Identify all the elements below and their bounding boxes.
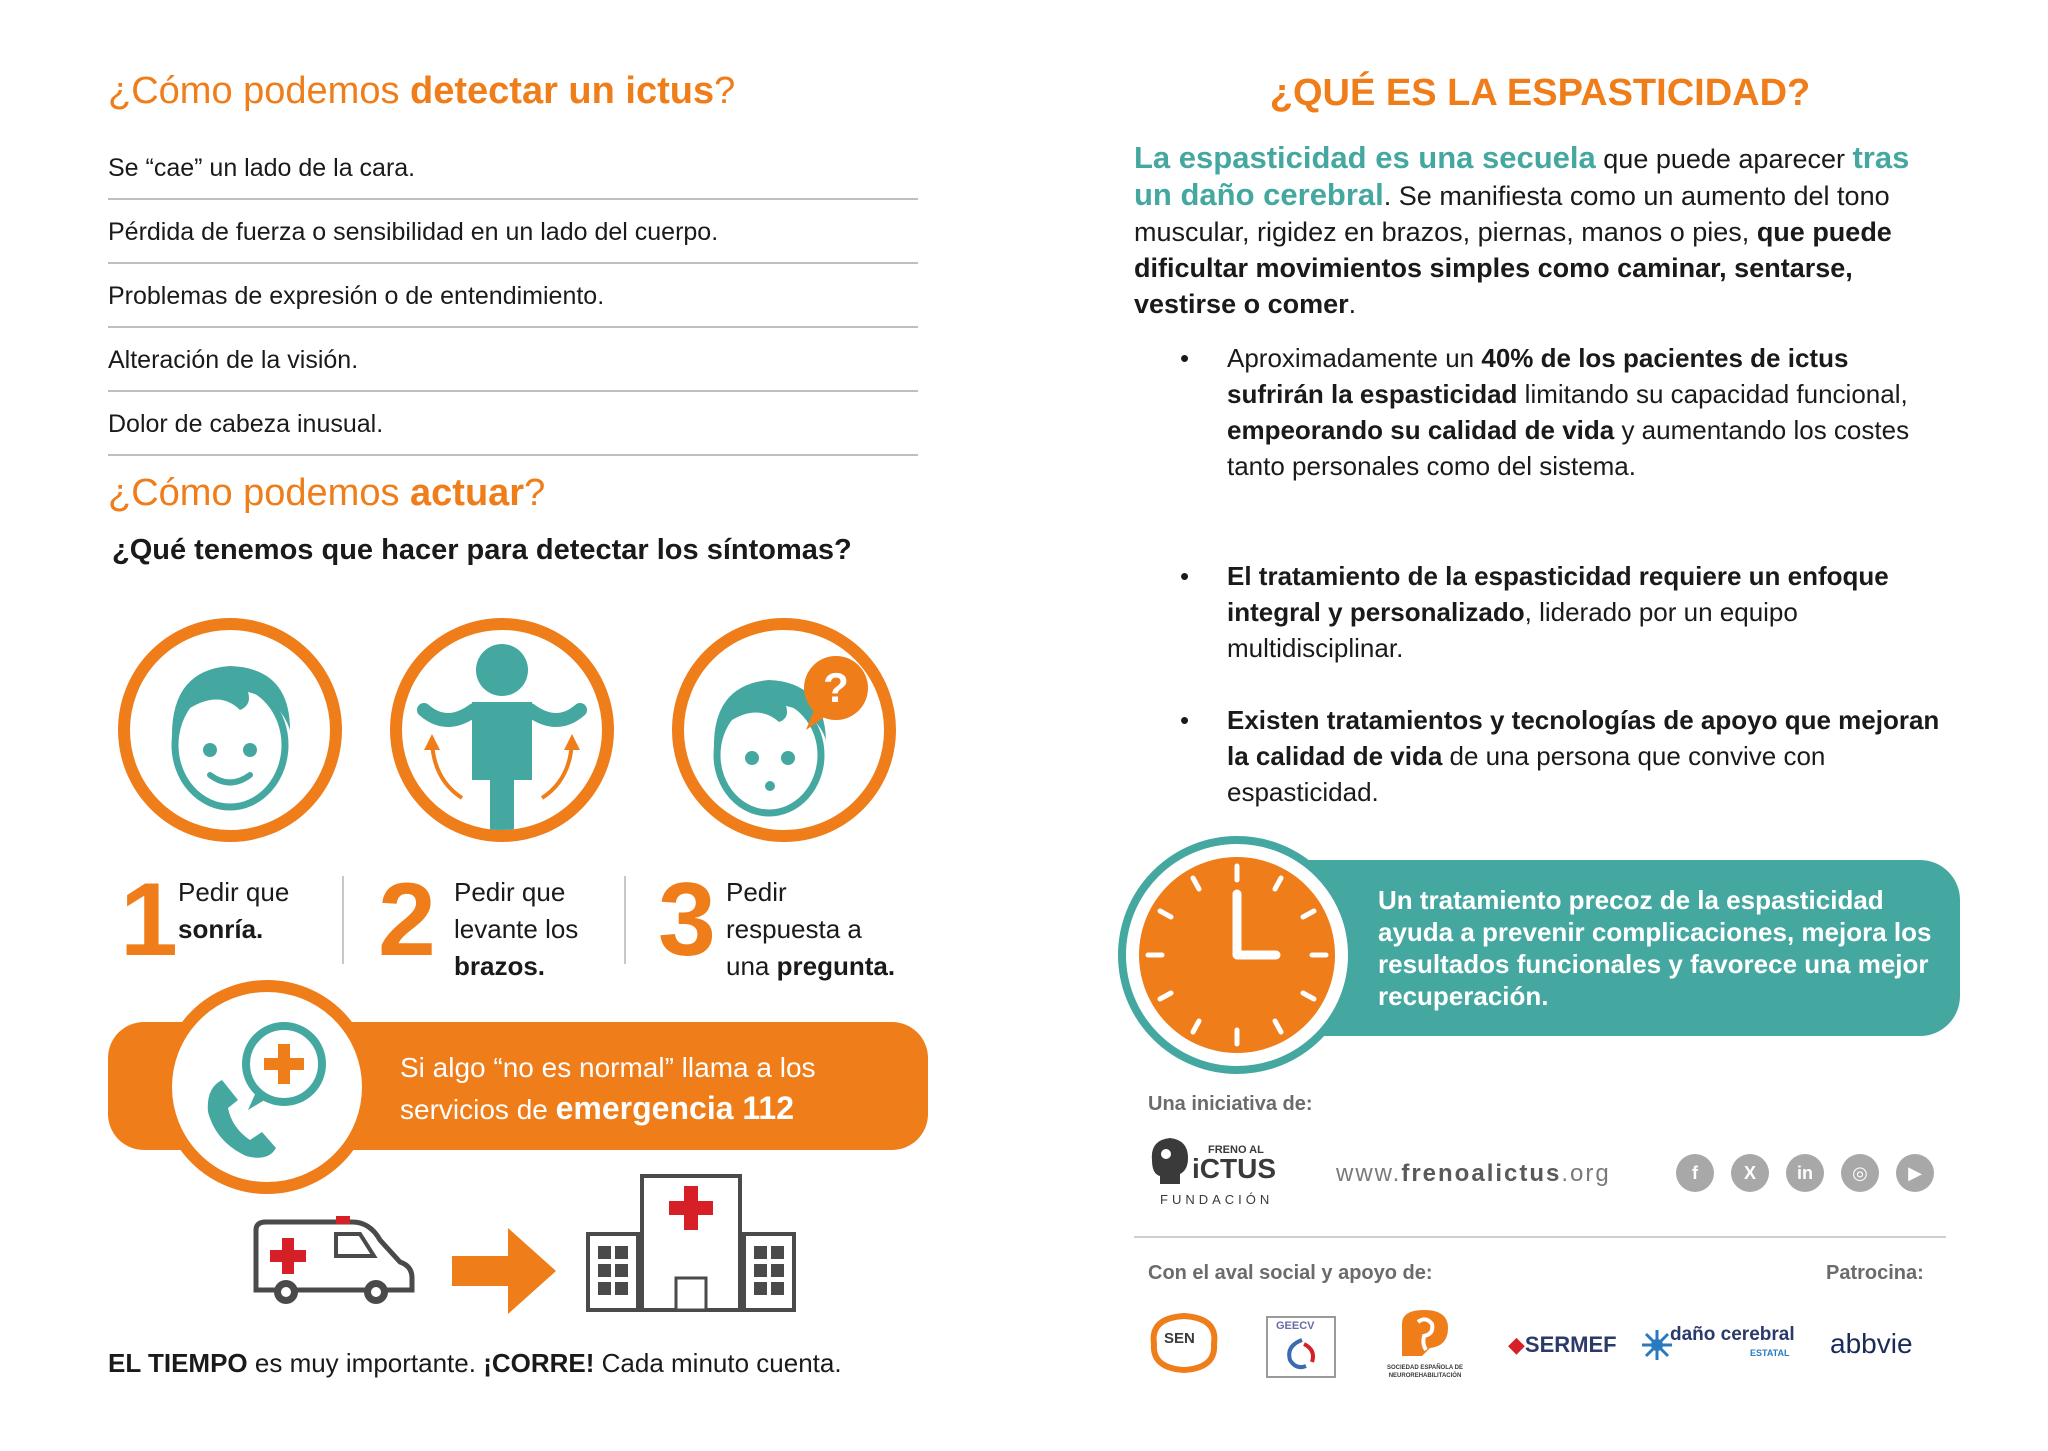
detect-title: ¿Cómo podemos detectar un ictus? <box>108 70 736 112</box>
linkedin-icon[interactable]: in <box>1786 1154 1824 1192</box>
instagram-icon[interactable]: ◎ <box>1841 1154 1879 1192</box>
detect-question: ¿Qué tenemos que hacer para detectar los síntomas? <box>112 534 852 566</box>
support-label: Con el aval social y apoyo de: <box>1148 1262 1433 1284</box>
sen-logo: SEN <box>1144 1308 1224 1378</box>
bullet-item: • Existen tratamientos y tecnologías de apoyo que mejoran la calidad de vida de una persona que convive con espasticidad. <box>1180 705 1940 807</box>
sermef-logo: ◆SERMEF <box>1508 1332 1617 1357</box>
act-title: ¿Cómo podemos actuar? <box>108 472 546 514</box>
step-3-text: Pedir respuesta a una pregunta. <box>726 877 896 981</box>
step-1-text: Pedir que sonría. <box>178 877 290 944</box>
symptom-item: Alteración de la visión. <box>108 328 918 392</box>
geecv-logo: GEECV <box>1266 1316 1336 1378</box>
spasticity-intro: La espasticidad es una secuela que puede aparecer tras un daño cerebral. Se manifiesta como un aumento del tono muscular, rigidez en brazos, piernas, manos o pies, que puede dificultar movimientos simples como caminar, sentarse, vestirse o comer. <box>1134 140 1910 319</box>
question-face-icon <box>672 618 896 842</box>
step-3-number: 3 <box>658 862 716 978</box>
raise-arms-icon <box>390 618 614 842</box>
early-treatment-text: Un tratamiento precoz de la espasticidad ayuda a prevenir complicaciones, mejora los resultados funcionales y favorece una mejor recuperación. <box>1378 885 1932 1011</box>
facebook-icon[interactable]: f <box>1676 1154 1714 1192</box>
x-twitter-icon[interactable]: X <box>1731 1154 1769 1192</box>
freno-al-ictus-logo: FRENO AL iCTUS FUNDACIÓN <box>1146 1130 1286 1210</box>
divider <box>1134 1236 1946 1238</box>
emergency-text: Si algo “no es normal” llama a los servicios de emergencia 112 <box>400 1052 816 1126</box>
time-footer: EL TIEMPO es muy importante. ¡CORRE! Cada minuto cuenta. <box>108 1348 842 1378</box>
sponsor-label: Patrocina: <box>1826 1262 1924 1284</box>
dano-cerebral-logo: daño cerebral ESTATAL <box>1640 1322 1790 1372</box>
spasticity-title: ¿QUÉ ES LA ESPASTICIDAD? <box>1269 72 1811 114</box>
phone-call-icon <box>160 980 374 1194</box>
clock-icon <box>1118 836 1356 1074</box>
step-1-number: 1 <box>120 862 178 978</box>
hospital-icon <box>586 1172 796 1317</box>
symptom-item: Pérdida de fuerza o sensibilidad en un lado del cuerpo. <box>108 200 918 264</box>
step-2-number: 2 <box>378 862 436 978</box>
abbvie-logo: abbvie <box>1830 1328 1913 1359</box>
svg-text:?: ? <box>823 664 849 711</box>
bullet-item: • Aproximadamente un 40% de los pacientes de ictus sufrirán la espasticidad limitando su capacidad funcional, empeorando su calidad de vida y aumentando los costes tanto personales como del sistema. <box>1180 343 1910 481</box>
neurorehab-logo: SOCIEDAD ESPAÑOLA DE NEUROREHABILITACIÓN <box>1384 1306 1466 1390</box>
symptom-item: Dolor de cabeza inusual. <box>108 392 918 456</box>
symptom-item: Se “cae” un lado de la cara. <box>108 136 918 200</box>
youtube-icon[interactable]: ▶ <box>1896 1154 1934 1192</box>
website-link[interactable]: www.frenoalictus.org <box>1336 1160 1611 1187</box>
symptom-item: Problemas de expresión o de entendimiento. <box>108 264 918 328</box>
step-divider <box>624 876 626 964</box>
arrow-right-icon <box>452 1228 556 1319</box>
step-2-text: Pedir que levante los brazos. <box>454 877 579 981</box>
bullet-item: • El tratamiento de la espasticidad requiere un enfoque integral y personalizado, liderado por un equipo multidisciplinar. <box>1180 561 1889 663</box>
step-divider <box>342 876 344 964</box>
smile-face-icon <box>118 618 342 842</box>
ambulance-icon <box>252 1210 416 1315</box>
initiative-label: Una iniciativa de: <box>1148 1093 1313 1115</box>
